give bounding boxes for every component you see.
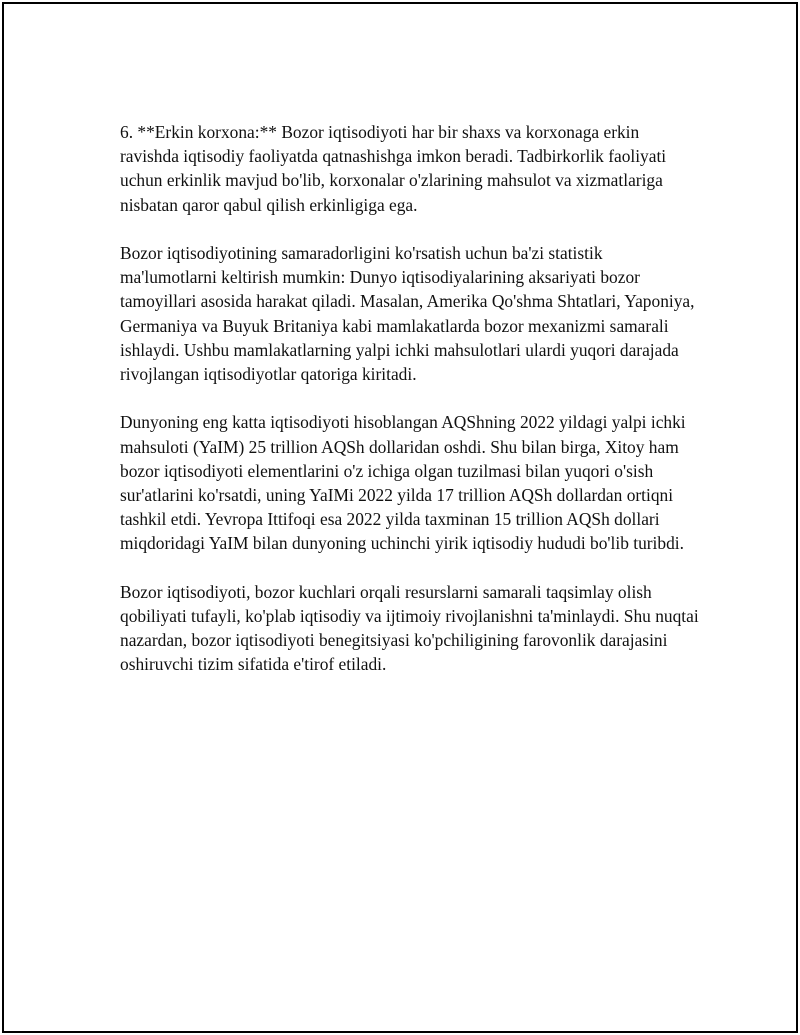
paragraph-gdp-statistics: Dunyoning eng katta iqtisodiyoti hisoblangan AQShning 2022 yildagi yalpi ichki mahsuloti (YaIM) 25 trillion AQSh dollaridan oshdi. Shu bilan birga, Xitoy ham bozor iqtisodiyoti elementlarini o'z ichiga olgan tuzilmasi bilan yuqori o'sish sur'atlarini ko'rsatdi, uning YaIMi 2022 yilda 17 trillion AQSh dollardan ortiqni tashkil etdi. Yevropa Ittifoqi esa 2022 yilda taxminan 15 trillion AQSh dollari miqdoridagi YaIM bilan dunyoning uchinchi yirik iqtisodiy hududi bo'lib turibdi. (120, 412, 686, 554)
document-body (120, 120, 700, 701)
document-page (2, 2, 798, 1033)
paragraph-conclusion: Bozor iqtisodiyoti, bozor kuchlari orqali resurslarni samarali taqsimlay olish qobiliyati tufayli, ko'plab iqtisodiy va ijtimoiy rivojlanishni ta'minlaydi. Shu nuqtai nazardan, bozor iqtisodiyoti benegitsiyasi ko'pchiligining farovonlik darajasini oshiruvchi tizim sifatida e'tirof etiladi. (120, 581, 699, 675)
paragraph-free-enterprise: 6. **Erkin korxona:** Bozor iqtisodiyoti har bir shaxs va korxonaga erkin ravishda iqtisodiy faoliyatda qatnashishga imkon beradi. Tadbirkorlik faoliyati uchun erkinlik mavjud bo'lib, korxonalar o'zlarining mahsulot va xizmatlariga nisbatan qaror qabul qilish erkinligiga ega. (120, 122, 667, 215)
paragraph-market-efficiency: Bozor iqtisodiyotining samaradorligini ko'rsatish uchun ba'zi statistik ma'lumotlarni keltirish mumkin: Dunyo iqtisodiyalarining aksariyati bozor tamoyillari asosida harakat qiladi. Masalan, Amerika Qo'shma Shtatlari, Yaponiya, Germaniya va Buyuk Britaniya kabi mamlakatlarda bozor mexanizmi samarali ishlaydi. Ushbu mamlakatlarning yalpi ichki mahsulotlari ulardi yuqori darajada rivojlangan iqtisodiyotlar qatoriga kiritadi. (120, 243, 695, 385)
